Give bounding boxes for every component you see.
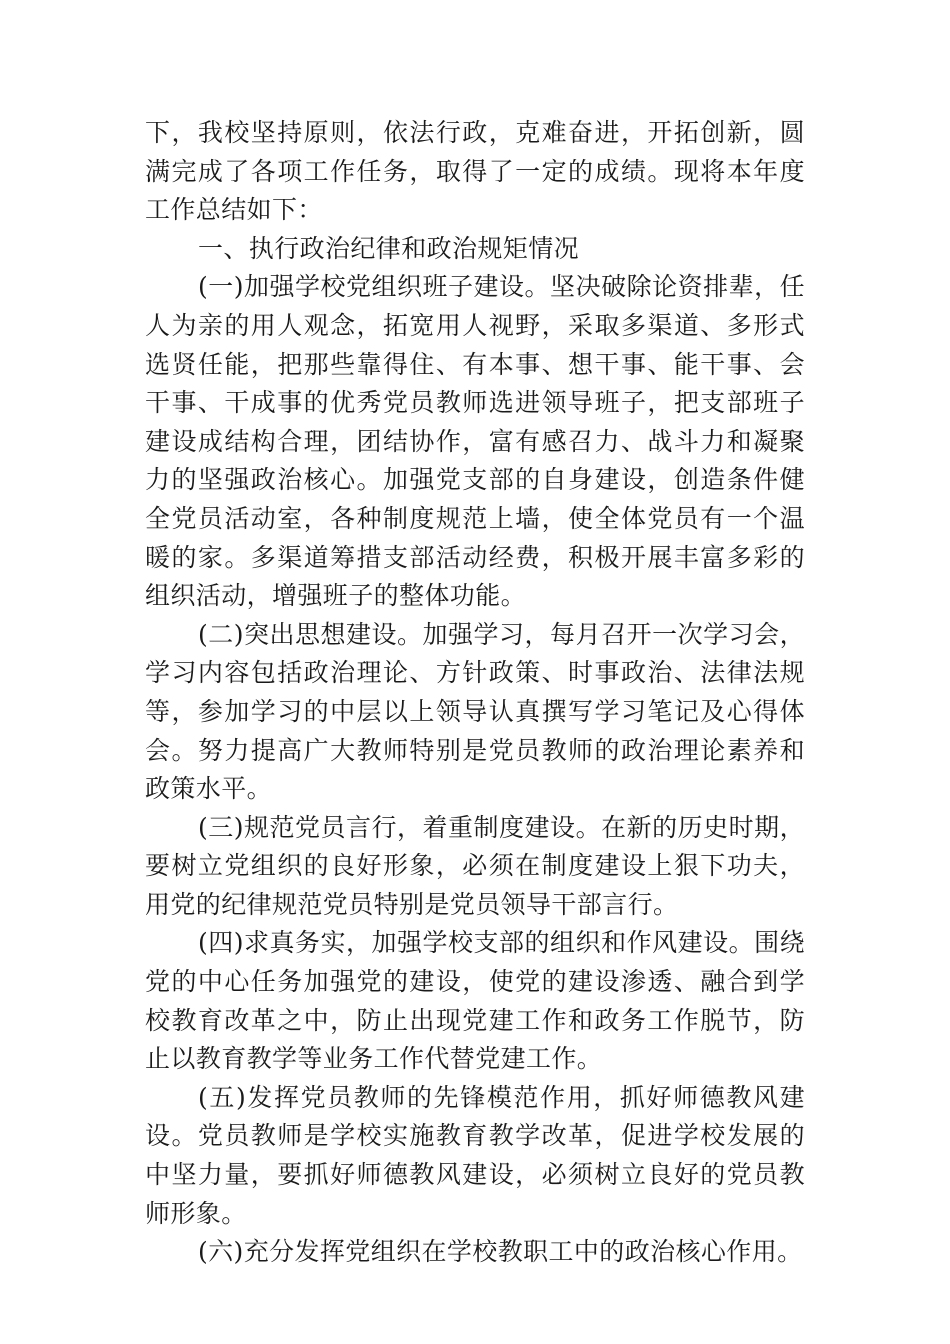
document-body [145, 114, 805, 1272]
paragraph-item-4: (四)求真务实，加强学校支部的组织和作风建设。围绕党的中心任务加强党的建设，使党的建设渗透、融合到学校教育改革之中，防止出现党建工作和政务工作脱节，防止以教育教学等业务工作代替党建工作。 [145, 928, 805, 1074]
paragraph-item-5: (五)发挥党员教师的先锋模范作用，抓好师德教风建设。党员教师是学校实施教育教学改革，促进学校发展的中坚力量，要抓好师德教风建设，必须树立良好的党员教师形象。 [145, 1082, 805, 1228]
section-heading-1: 一、执行政治纪律和政治规矩情况 [198, 233, 580, 263]
paragraph-item-1: (一)加强学校党组织班子建设。坚决破除论资排辈，任人为亲的用人观念，拓宽用人视野，采取多渠道、多形式选贤任能，把那些靠得住、有本事、想干事、能干事、会干事、干成事的优秀党员教师选进领导班子，把支部班子建设成结构合理，团结协作，富有感召力、战斗力和凝聚力的坚强政治核心。加强党支部的自身建设，创造条件健全党员活动室，各种制度规范上墙，使全体党员有一个温暖的家。多渠道筹措支部活动经费，积极开展丰富多彩的组织活动，增强班子的整体功能。 [145, 272, 805, 611]
paragraph-item-2: (二)突出思想建设。加强学习，每月召开一次学习会，学习内容包括政治理论、方针政策、时事政治、法律法规等，参加学习的中层以上领导认真撰写学习笔记及心得体会。努力提高广大教师特别是党员教师的政治理论素养和政策水平。 [145, 619, 805, 804]
paragraph-item-6: (六)充分发挥党组织在学校教职工中的政治核心作用。 [198, 1237, 803, 1267]
paragraph-item-3: (三)规范党员言行，着重制度建设。在新的历史时期，要树立党组织的良好形象，必须在制度建设上狠下功夫，用党的纪律规范党员特别是党员领导干部言行。 [145, 812, 805, 919]
paragraph-intro-continuation: 下，我校坚持原则，依法行政，克难奋进，开拓创新，圆满完成了各项工作任务，取得了一定的成绩。现将本年度工作总结如下： [145, 118, 805, 225]
